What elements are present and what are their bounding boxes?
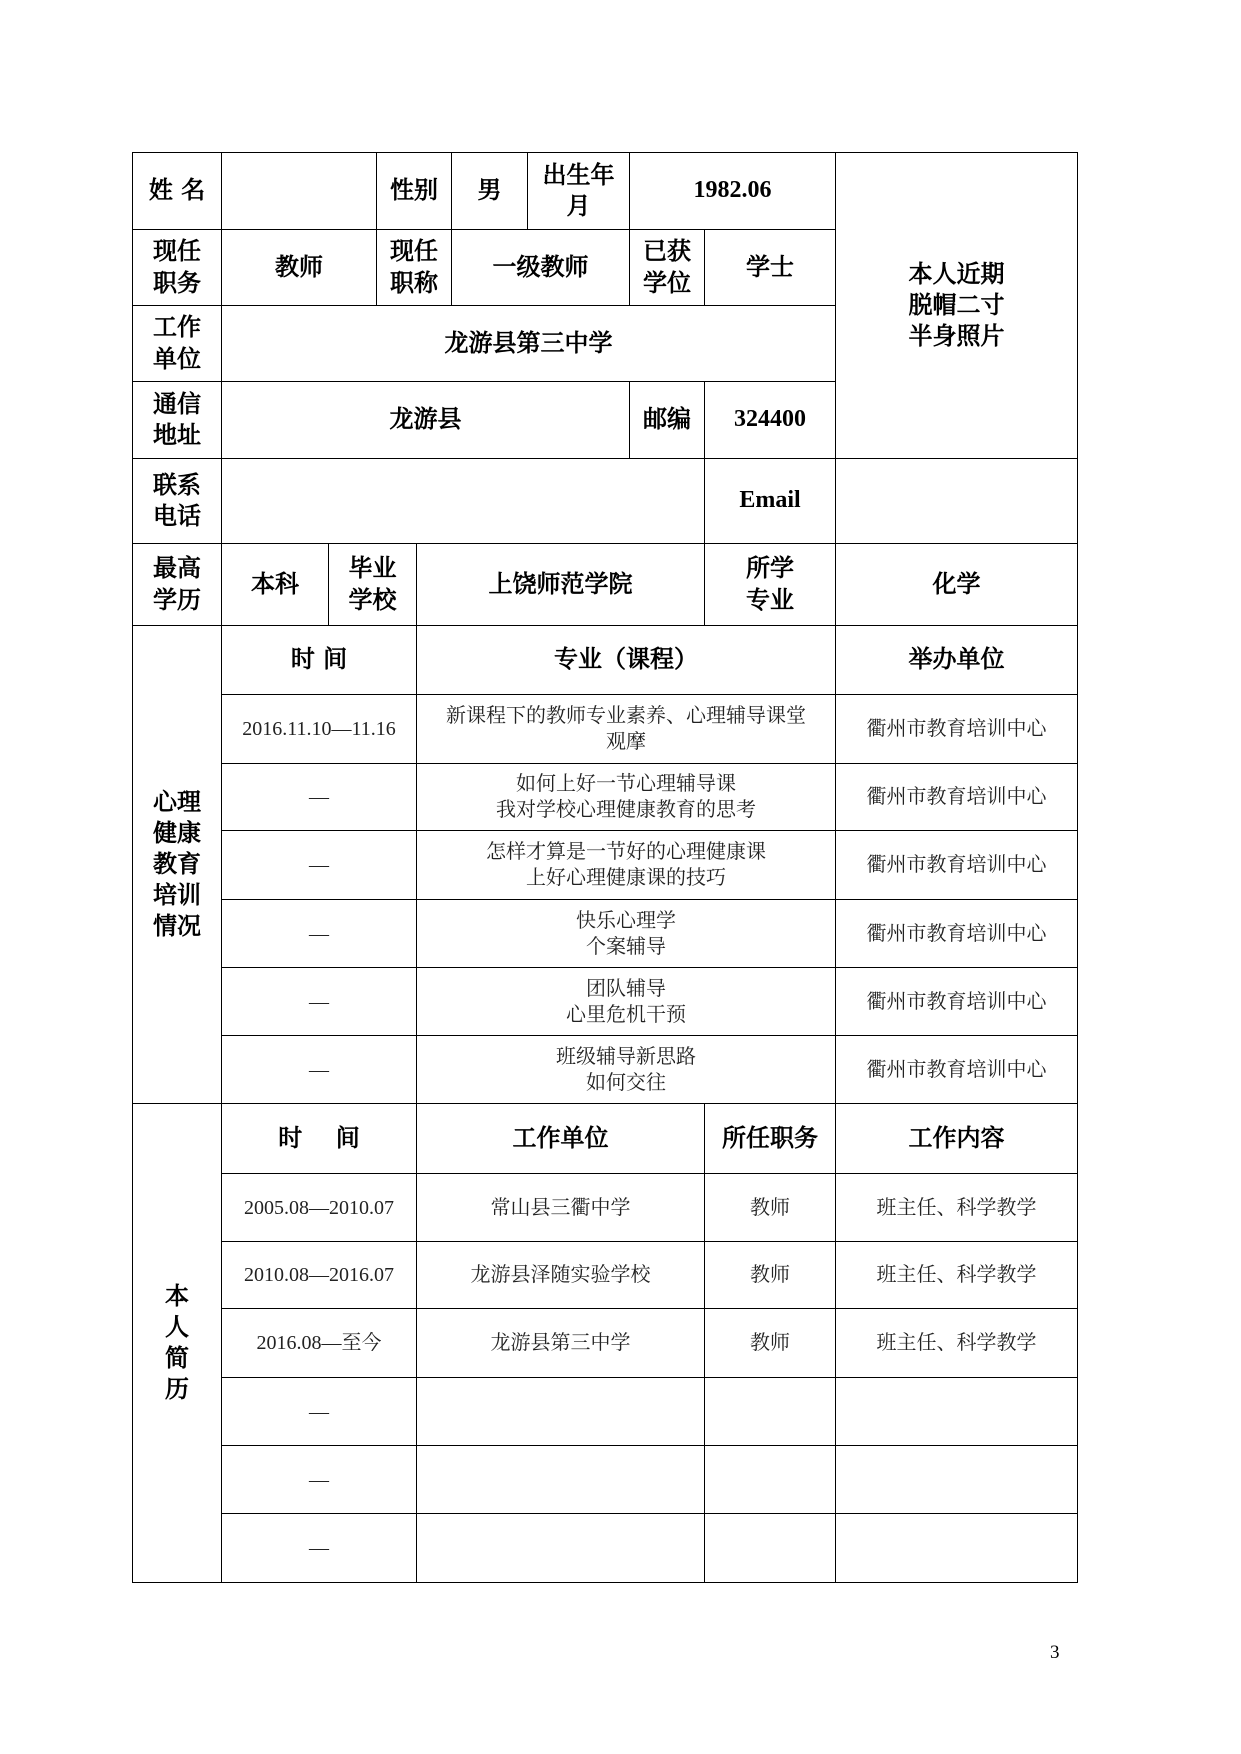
training-course: 团队辅导 心里危机干预: [417, 968, 836, 1036]
name-value-cell: [222, 153, 377, 230]
resume-time: —: [222, 1446, 417, 1514]
training-time: —: [222, 764, 417, 831]
resume-role: [705, 1514, 836, 1583]
address-label: 通信 地址: [133, 382, 222, 459]
resume-role: [705, 1446, 836, 1514]
resume-duties: 班主任、科学教学: [836, 1174, 1078, 1242]
training-organizer: 衢州市教育培训中心: [836, 968, 1078, 1036]
school-label: 毕业 学校: [329, 544, 417, 626]
email-value-cell: [836, 459, 1078, 544]
degree-label: 已获 学位: [630, 230, 705, 306]
gender-value: 男: [452, 153, 528, 230]
table-row: [133, 831, 1078, 900]
resume-role: [705, 1378, 836, 1446]
resume-workplace: [417, 1378, 705, 1446]
training-course: 快乐心理学 个案辅导: [417, 900, 836, 968]
education-label: 最高 学历: [133, 544, 222, 626]
table-row: [133, 968, 1078, 1036]
row-name: [133, 153, 1078, 230]
resume-role: 教师: [705, 1309, 836, 1378]
training-time-header: 时 间: [222, 626, 417, 695]
row-contact: [133, 459, 1078, 544]
email-label: Email: [705, 459, 836, 544]
resume-role: 教师: [705, 1174, 836, 1242]
resume-time: —: [222, 1378, 417, 1446]
resume-workplace: 龙游县第三中学: [417, 1309, 705, 1378]
row-education: [133, 544, 1078, 626]
training-time: —: [222, 1036, 417, 1104]
table-row: [133, 1514, 1078, 1583]
resume-time: —: [222, 1514, 417, 1583]
resume-duties: 班主任、科学教学: [836, 1242, 1078, 1309]
table-row: [133, 1309, 1078, 1378]
training-course: 如何上好一节心理辅导课 我对学校心理健康教育的思考: [417, 764, 836, 831]
workplace-label: 工作 单位: [133, 306, 222, 382]
resume-duties-header: 工作内容: [836, 1104, 1078, 1174]
position-value: 教师: [222, 230, 377, 306]
resume-duties: [836, 1514, 1078, 1583]
table-row: [133, 764, 1078, 831]
training-section-label: 心理 健康 教育 培训 情况: [133, 626, 222, 1104]
table-row: [133, 1446, 1078, 1514]
table-row: [133, 1174, 1078, 1242]
phone-label: 联系 电话: [133, 459, 222, 544]
training-course-header: 专业（课程）: [417, 626, 836, 695]
degree-value: 学士: [705, 230, 836, 306]
resume-duties: [836, 1378, 1078, 1446]
training-time: —: [222, 831, 417, 900]
major-value: 化学: [836, 544, 1078, 626]
gender-label: 性别: [377, 153, 452, 230]
postcode-value: 324400: [705, 382, 836, 459]
table-row: [133, 1378, 1078, 1446]
teacher-info-form: [132, 152, 1078, 1583]
resume-workplace-header: 工作单位: [417, 1104, 705, 1174]
resume-time: 2010.08—2016.07: [222, 1242, 417, 1309]
training-organizer: 衢州市教育培训中心: [836, 831, 1078, 900]
training-course: 班级辅导新思路 如何交往: [417, 1036, 836, 1104]
page-number: 3: [1050, 1642, 1060, 1663]
birth-value: 1982.06: [630, 153, 836, 230]
phone-value-cell: [222, 459, 705, 544]
resume-workplace: [417, 1446, 705, 1514]
training-time: —: [222, 968, 417, 1036]
table-row: [133, 900, 1078, 968]
education-value: 本科: [222, 544, 329, 626]
resume-role-header: 所任职务: [705, 1104, 836, 1174]
training-organizer: 衢州市教育培训中心: [836, 1036, 1078, 1104]
training-course: 新课程下的教师专业素养、心理辅导课堂 观摩: [417, 695, 836, 764]
school-value: 上饶师范学院: [417, 544, 705, 626]
resume-workplace: 常山县三衢中学: [417, 1174, 705, 1242]
training-organizer: 衢州市教育培训中心: [836, 900, 1078, 968]
postcode-label: 邮编: [630, 382, 705, 459]
training-organizer-header: 举办单位: [836, 626, 1078, 695]
address-value: 龙游县: [222, 382, 630, 459]
resume-role: 教师: [705, 1242, 836, 1309]
major-label: 所学 专业: [705, 544, 836, 626]
training-course: 怎样才算是一节好的心理健康课 上好心理健康课的技巧: [417, 831, 836, 900]
resume-workplace: 龙游县泽随实验学校: [417, 1242, 705, 1309]
resume-time: 2016.08—至今: [222, 1309, 417, 1378]
training-organizer: 衢州市教育培训中心: [836, 764, 1078, 831]
resume-time-header: 时 间: [222, 1104, 417, 1174]
name-label: 姓 名: [133, 153, 222, 230]
resume-duties: 班主任、科学教学: [836, 1309, 1078, 1378]
title-label: 现任 职称: [377, 230, 452, 306]
training-time: 2016.11.10—11.16: [222, 695, 417, 764]
training-time: —: [222, 900, 417, 968]
table-row: [133, 695, 1078, 764]
training-organizer: 衢州市教育培训中心: [836, 695, 1078, 764]
resume-section-label: 本 人 简 历: [133, 1104, 222, 1583]
birth-label: 出生年 月: [528, 153, 630, 230]
resume-header-row: [133, 1104, 1078, 1174]
photo-placeholder: 本人近期 脱帽二寸 半身照片: [836, 153, 1078, 459]
table-row: [133, 1242, 1078, 1309]
title-value: 一级教师: [452, 230, 630, 306]
table-row: [133, 1036, 1078, 1104]
position-label: 现任 职务: [133, 230, 222, 306]
resume-duties: [836, 1446, 1078, 1514]
resume-time: 2005.08—2010.07: [222, 1174, 417, 1242]
training-header-row: [133, 626, 1078, 695]
resume-workplace: [417, 1514, 705, 1583]
workplace-value: 龙游县第三中学: [222, 306, 836, 382]
